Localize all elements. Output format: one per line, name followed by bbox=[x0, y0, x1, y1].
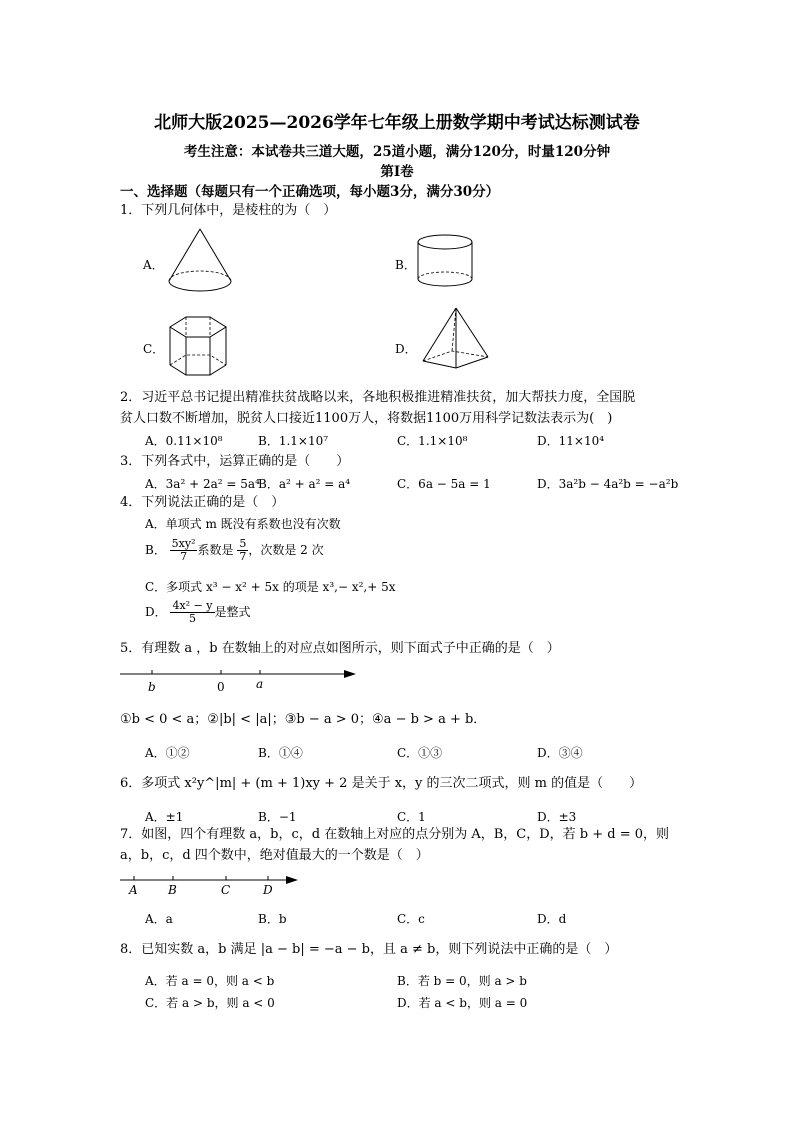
fraction-numerator: 4x² − y bbox=[172, 599, 213, 612]
q4-option-b-mid: 系数是 bbox=[197, 543, 234, 557]
fraction-denominator: 5 bbox=[188, 612, 196, 625]
q5-number-line bbox=[118, 664, 363, 694]
exam-notice: 考生注意：本试卷共三道大题，25道小题，满分120分，时量120分钟 bbox=[183, 144, 611, 160]
q4-option-b-suffix: ，次数是 2 次 bbox=[248, 543, 324, 557]
q4-option-a: A．单项式 m 既没有系数也没有次数 bbox=[145, 517, 341, 531]
cone-icon bbox=[166, 226, 236, 296]
q8-option-b: B．若 b = 0，则 a > b bbox=[397, 974, 527, 988]
q8-option-a: A．若 a = 0，则 a < b bbox=[145, 974, 275, 988]
q6-option-b: B．−1 bbox=[258, 810, 297, 824]
q3-stem: 3．下列各式中，运算正确的是（ ） bbox=[120, 454, 350, 469]
q4-option-b bbox=[145, 538, 324, 563]
q5-option-b: B．①④ bbox=[258, 746, 303, 760]
axis-label-b: b bbox=[148, 680, 156, 694]
q3-option-a: A．3a² + 2a² = 5a⁴ bbox=[145, 477, 260, 491]
q1-label-d: D． bbox=[395, 342, 417, 356]
fraction-numerator: 5xy² bbox=[171, 537, 196, 550]
arrow-icon bbox=[344, 670, 356, 678]
q1-stem: 1．下列几何体中，是棱柱的为（ ） bbox=[120, 203, 337, 218]
q6-option-c: C．1 bbox=[397, 810, 426, 824]
q7-line2: a，b，c，d 四个数中，绝对值最大的一个数是（ ） bbox=[120, 848, 429, 863]
q2-option-d: D．11×10⁴ bbox=[537, 434, 605, 448]
q2-option-b: B．1.1×10⁷ bbox=[258, 434, 329, 448]
axis-label-B: B bbox=[168, 883, 177, 897]
q2-option-c: C．1.1×10⁸ bbox=[397, 434, 468, 448]
q1-label-c: C． bbox=[143, 342, 165, 356]
q3-option-d: D．3a²b − 4a²b = −a²b bbox=[537, 477, 679, 491]
q4-option-b-fraction2 bbox=[237, 538, 248, 563]
q6-option-a: A．±1 bbox=[145, 810, 184, 824]
cylinder-icon bbox=[416, 233, 476, 293]
section-heading: 一、选择题（每题只有一个正确选项，每小题3分，满分30分） bbox=[120, 184, 500, 200]
q4-option-d-fraction bbox=[170, 600, 214, 625]
axis-label-D: D bbox=[263, 883, 273, 897]
q7-option-a: A．a bbox=[145, 912, 173, 926]
q3-option-c: C．6a − 5a = 1 bbox=[397, 477, 491, 491]
page-title: 北师大版2025—2026学年七年级上册数学期中考试达标测试卷 bbox=[154, 113, 640, 133]
q1-label-a: A． bbox=[143, 258, 164, 272]
q5-option-d: D．③④ bbox=[537, 746, 583, 760]
q8-option-d: D．若 a < b，则 a = 0 bbox=[397, 996, 528, 1010]
q4-option-b-prefix: B． bbox=[145, 543, 166, 557]
q8-stem: 8．已知实数 a，b 满足 |a − b| = −a − b，且 a ≠ b，则下列说法中正确的是（ ） bbox=[120, 942, 618, 957]
q6-stem: 6．多项式 x²y^|m| + (m + 1)xy + 2 是关于 x，y 的三次二项式，则 m 的值是（ ） bbox=[120, 776, 643, 791]
q2-line2: 贫人口数不断增加，脱贫人口接近1100万人，将数据1100万用科学记数法表示为( ) bbox=[120, 411, 613, 426]
q7-line1: 7．如图，四个有理数 a，b，c，d 在数轴上对应的点分别为 A，B，C，D，若 b + d = 0，则 bbox=[120, 827, 670, 842]
fraction-denominator: 7 bbox=[239, 550, 247, 563]
q7-option-d: D．d bbox=[537, 912, 567, 926]
q7-option-b: B．b bbox=[258, 912, 287, 926]
axis-label-A: A bbox=[129, 883, 138, 897]
q8-option-c: C．若 a > b，则 a < 0 bbox=[145, 996, 275, 1010]
q4-option-b-fraction bbox=[170, 538, 198, 563]
axis-label-a: a bbox=[256, 677, 264, 691]
axis-label-C: C bbox=[221, 883, 231, 897]
volume-label: 第Ⅰ卷 bbox=[380, 164, 414, 180]
q4-option-c: C．多项式 x³ − x² + 5x 的项是 x³,− x²,+ 5x bbox=[145, 580, 396, 594]
q2-option-a: A．0.11×10⁸ bbox=[145, 434, 223, 448]
q7-option-c: C．c bbox=[397, 912, 425, 926]
q5-option-c: C．①③ bbox=[397, 746, 443, 760]
hexagonal-prism-icon bbox=[166, 313, 232, 379]
q4-option-d-suffix: 是整式 bbox=[214, 605, 251, 619]
arrow-icon bbox=[286, 876, 298, 884]
q4-option-d-prefix: D． bbox=[145, 605, 167, 619]
q4-stem: 4．下列说法正确的是（ ） bbox=[120, 495, 285, 510]
fraction-numerator: 5 bbox=[239, 537, 247, 550]
q5-option-a: A．①② bbox=[145, 746, 190, 760]
pyramid-icon bbox=[420, 305, 492, 375]
q3-option-b: B．a² + a² = a⁴ bbox=[258, 477, 351, 491]
axis-label-0: 0 bbox=[217, 680, 225, 694]
q2-line1: 2．习近平总书记提出精准扶贫战略以来，各地积极推进精准扶贫，加大帮扶力度，全国脱 bbox=[120, 390, 636, 405]
q4-option-d bbox=[145, 600, 251, 625]
q1-label-b: B． bbox=[395, 258, 416, 272]
q7-number-line bbox=[118, 870, 308, 900]
q5-statements: ①b < 0 < a；②|b| < |a|；③b − a > 0；④a − b > a + b． bbox=[120, 712, 487, 727]
q6-option-d: D．±3 bbox=[537, 810, 577, 824]
q5-stem: 5．有理数 a ，b 在数轴上的对应点如图所示，则下面式子中正确的是（ ） bbox=[120, 641, 560, 656]
fraction-denominator: 7 bbox=[180, 550, 188, 563]
